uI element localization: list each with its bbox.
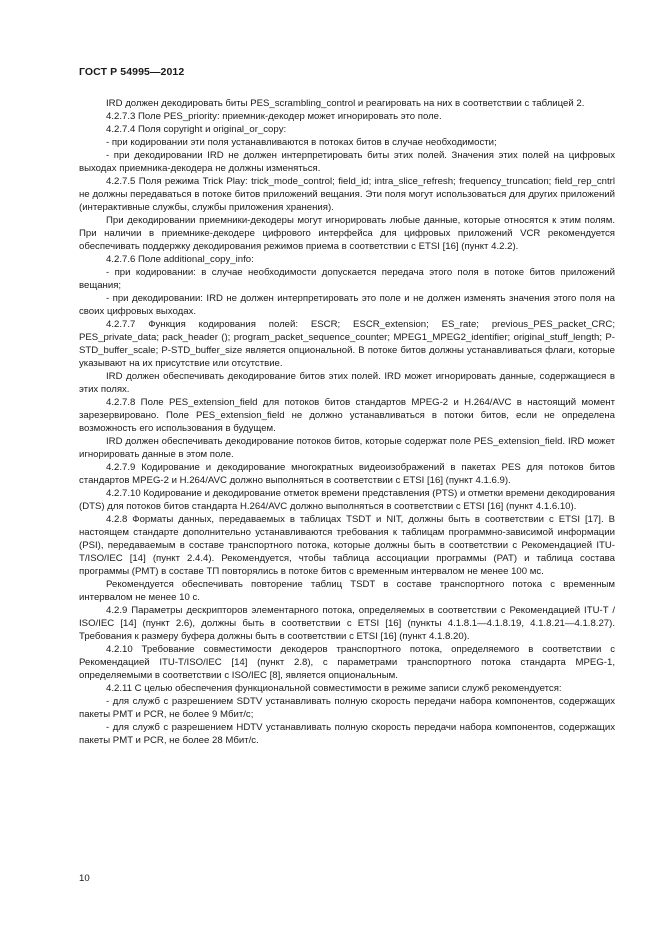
paragraph: - при декодировании IRD не должен интерпретировать биты этих полей. Значения этих полей на цифровых выходах приемника-декодера не должны изменяться.: [79, 150, 615, 174]
paragraph: 4.2.7.3 Поле PES_priority: приемник-декодер может игнорировать это поле.: [106, 111, 442, 122]
paragraph: 4.2.10 Требование совместимости декодеров транспортного потока, определяемого в соответствии с Рекомендацией ITU-T/ISO/IEC [14] (пункт 2.8), с параметрами транспортного потока стандарта MPEG-1, определяемыми в соответствии с ISO/IEC [8], является опциональным.: [79, 644, 615, 681]
paragraph: IRD должен обеспечивать декодирование потоков битов, которые содержат поле PES_extension_field. IRD может игнорировать данные в этом поле.: [79, 436, 615, 460]
paragraph: При декодировании приемники-декодеры могут игнорировать любые данные, которые относятся к этим полям. При наличии в приемнике-декодере цифрового интерфейса для цифровых приложений VCR рекомендуется обеспечивать поддержку декодирования режимов приема в соответствии с ETSI [16] (пункт 4.2.2).: [79, 215, 615, 252]
paragraph: - при кодировании эти поля устанавливаются в потоках битов в случае необходимости;: [106, 137, 497, 148]
paragraph: - для служб с разрешением HDTV устанавливать полную скорость передачи набора компонентов, содержащих пакеты PMT и PCR, не более 28 Мбит/с.: [79, 722, 615, 746]
paragraph: 4.2.7.9 Кодирование и декодирование многократных видеоизображений в пакетах PES для потоков битов стандартов MPEG-2 и H.264/AVC должно выполняться в соответствии с ETSI [16] (пункт 4.1.6.9).: [79, 462, 615, 486]
paragraph: IRD должен декодировать биты PES_scrambling_control и реагировать на них в соответствии с таблицей 2.: [106, 98, 585, 109]
paragraph: 4.2.9 Параметры дескрипторов элементарного потока, определяемых в соответствии с Рекомендацией ITU-T / ISO/IEC [14] (пункт 2.6), должны быть в соответствии с ETSI [16] (пункты 4.1.8.1—4.1.8.19, 4.1.8.21—4.1.8.27). Требования к размеру буфера должны быть в соответствии с ETSI [16] (пункт 4.1.8.20).: [79, 605, 615, 642]
paragraph: - при декодировании: IRD не должен интерпретировать это поле и не должен изменять значения этого поля на своих цифровых выходах.: [79, 293, 615, 317]
paragraph: IRD должен обеспечивать декодирование битов этих полей. IRD может игнорировать данные, содержащиеся в этих полях.: [79, 371, 615, 395]
page-number: 10: [79, 873, 90, 884]
paragraph: 4.2.11 С целью обеспечения функциональной совместимости в режиме записи служб рекомендуется:: [106, 683, 562, 694]
paragraph: 4.2.7.8 Поле PES_extension_field для потоков битов стандартов MPEG-2 и H.264/AVC в настоящий момент зарезервировано. Поле PES_extension_field не должно устанавливаться в потоки битов, если не определена возможность его использования в будущем.: [79, 397, 615, 434]
paragraph: 4.2.7.10 Кодирование и декодирование отметок времени представления (PTS) и отметки времени декодирования (DTS) для потоков битов стандарта H.264/AVC должно выполняться в соответствии с ETSI [16] (пункт 4.1.6.10).: [79, 488, 615, 512]
paragraph: 4.2.8 Форматы данных, передаваемых в таблицах TSDT и NIT, должны быть в соответствии с ETSI [17]. В настоящем стандарте дополнительно устанавливаются требования к таблицам программно-зависимой информации (PSI), передаваемым в составе транспортного потока, которые должны быть в соответствии с Рекомендацией ITU-T/ISO/IEC [14] (пункт 2.4.4). Рекомендуется, чтобы таблица ассоциации программы (PAT) и таблица состава программы (PMT) в составе ТП повторялись в потоке битов с временным интервалом не менее 100 мс.: [79, 514, 615, 577]
paragraph: 4.2.7.6 Поле additional_copy_info:: [106, 254, 254, 265]
document-header: ГОСТ Р 54995—2012: [79, 66, 185, 78]
paragraph: 4.2.7.4 Поля copyright и original_or_copy:: [106, 124, 287, 135]
paragraph: 4.2.7.7 Функция кодирования полей: ESCR; ESCR_extension; ES_rate; previous_PES_packet_CRC; PES_private_data; pack_header (); program_packet_sequence_counter; MPEG1_MPEG2_identifier; original_stuff_length; P-STD_buffer_scale; P-STD_buffer_size является опциональной. В потоке битов должны устанавливаться флаги, которые указывают на их присутствие или отсутствие.: [79, 319, 615, 369]
paragraph: - при кодировании: в случае необходимости допускается передача этого поля в потоке битов приложений вещания;: [79, 267, 615, 291]
document-body: [79, 97, 615, 747]
paragraph: - для служб с разрешением SDTV устанавливать полную скорость передачи набора компонентов, содержащих пакеты PMT и PCR, не более 9 Мбит/с;: [79, 696, 615, 720]
paragraph: 4.2.7.5 Поля режима Trick Play: trick_mode_control; field_id; intra_slice_refresh; frequency_truncation; field_rep_cntrl не должны передаваться в потоке битов приложений вещания. Эти поля могут использоваться для других приложений (интерактивные службы, службы приложения хранения).: [79, 176, 615, 213]
paragraph: Рекомендуется обеспечивать повторение таблиц TSDT в составе транспортного потока с временным интервалом не менее 10 с.: [79, 579, 615, 603]
